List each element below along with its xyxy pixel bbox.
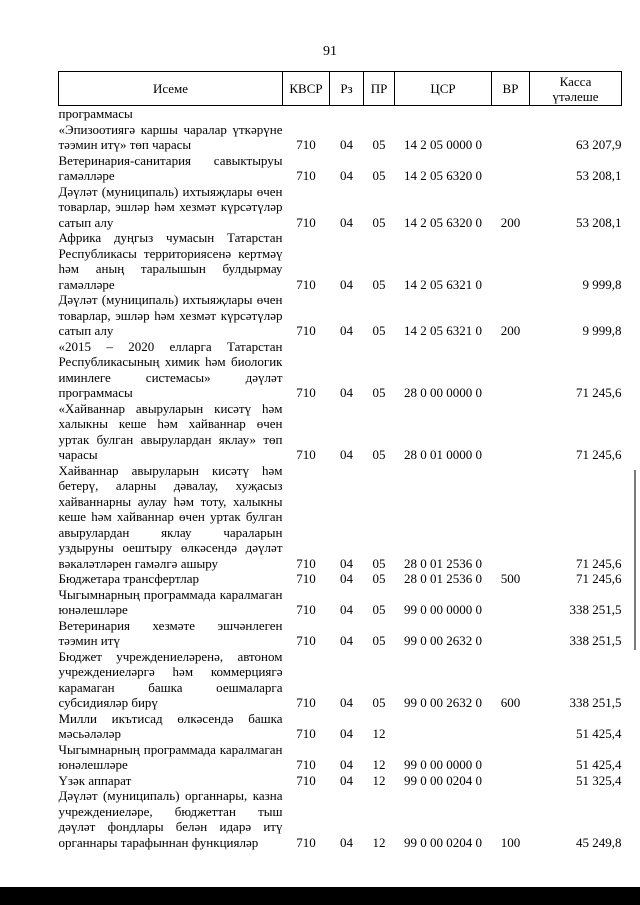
table-row — [59, 106, 622, 122]
cell-csr: 28 0 01 0000 0 — [404, 447, 482, 462]
cell-vr — [492, 401, 530, 463]
cell-vr — [492, 122, 530, 153]
cell-csr — [395, 711, 492, 742]
cell-pr: 05 — [372, 168, 386, 183]
cell-rz: 04 — [340, 834, 353, 850]
cell-name: Үзәк аппарат — [58, 772, 132, 788]
cell-vr: 500 — [500, 571, 521, 586]
cell-amount: 51 425,4 — [576, 757, 622, 772]
cell-name: программасы — [58, 106, 133, 121]
cell-amount: 63 207,9 — [576, 137, 622, 152]
cell-vr — [492, 339, 530, 401]
cell-name: Дәүләт (муниципаль) ихтыяҗлары өчен товарлар, эшләр һәм хезмәт күрсәтүләр сатып алу — [58, 292, 283, 338]
cell-csr: 14 2 05 6321 0 — [404, 323, 482, 338]
cell-vr — [492, 711, 530, 742]
cell-kvsr: 710 — [296, 695, 316, 710]
cell-csr: 99 0 00 0204 0 — [404, 772, 482, 788]
cell-csr: 28 0 01 2536 0 — [404, 555, 482, 571]
cell-csr: 28 0 01 2536 0 — [404, 571, 482, 586]
scan-edge — [634, 470, 636, 650]
header-name: Исеме — [59, 72, 283, 106]
header-row — [59, 72, 622, 106]
cell-vr — [492, 773, 530, 789]
table-row — [59, 153, 622, 184]
cell-pr: 05 — [372, 323, 386, 338]
table-row — [59, 649, 622, 711]
cell-pr: 05 — [372, 633, 386, 648]
table-row — [59, 230, 622, 292]
cell-amount: 51 425,4 — [576, 726, 622, 741]
table-row — [59, 587, 622, 618]
cell-kvsr: 710 — [296, 602, 316, 617]
cell-rz: 04 — [340, 633, 353, 648]
header-kassa: Касса үтәлеше — [530, 72, 622, 106]
cell-vr: 200 — [500, 214, 521, 230]
table-row — [59, 184, 622, 231]
cell-name: Чыгымнарның программада каралмаган юнәлешләре — [58, 741, 283, 772]
cell-name: Дәүләт (муниципаль) органнары, казна учреждениеләре, бюджеттан тыш дәүләт фондлары белән идарә итү органнары тарафыннан функцияләр — [58, 788, 283, 850]
table-row — [59, 788, 622, 850]
header-kvsr: КВСР — [283, 72, 330, 106]
cell-kvsr: 710 — [296, 555, 316, 571]
cell-amount: 53 208,1 — [576, 168, 622, 183]
header-csr: ЦСР — [395, 72, 492, 106]
cell-amount: 45 249,8 — [576, 834, 622, 850]
cell-name: Чыгымнарның программада каралмаган юнәлешләре — [58, 586, 283, 617]
cell-csr: 99 0 00 0204 0 — [404, 834, 482, 850]
cell-kvsr: 710 — [296, 772, 316, 788]
table-row — [59, 773, 622, 789]
cell-kvsr: 710 — [296, 323, 316, 338]
cell-pr: 12 — [372, 726, 386, 741]
cell-name: «Эпизоотиягә каршы чаралар үткәрүне тәэмин итү» төп чарасы — [58, 121, 283, 152]
cell-rz: 04 — [340, 695, 353, 710]
budget-table — [58, 71, 622, 850]
cell-name: Африка дуңгыз чумасын Татарстан Республикасы территориясенә кертмәү һәм аның таралышын булдырмау гамәлләре — [58, 230, 283, 292]
cell-rz: 04 — [340, 772, 353, 788]
cell-csr: 14 2 05 6321 0 — [404, 276, 482, 292]
cell-pr: 05 — [372, 571, 386, 586]
cell-amount: 9 999,8 — [582, 323, 622, 338]
cell-pr: 12 — [372, 772, 386, 788]
table-row — [59, 122, 622, 153]
header-vr: ВР — [492, 72, 530, 106]
cell-csr: 14 2 05 6320 0 — [404, 168, 482, 183]
cell-rz: 04 — [340, 602, 353, 617]
cell-kvsr: 710 — [296, 726, 316, 741]
table-row — [59, 463, 622, 572]
cell-pr: 05 — [372, 214, 386, 230]
cell-pr: 05 — [372, 447, 386, 462]
table-row — [59, 292, 622, 339]
cell-name: Хайваннар авыруларын кисәтү һәм бетерү, аларны дәвалау, хуҗасыз хайваннарны аулау һәм тоту, халыкны кеше һәм хайваннар өчен уртак булган авырулардан яклау чараларын уздыруны оештыру өлкәсендә дәүләт вәкаләтләрен гамәлгә ашыру — [58, 462, 283, 571]
cell-rz: 04 — [340, 214, 353, 230]
cell-name: Дәүләт (муниципаль) ихтыяҗлары өчен товарлар, эшләр һәм хезмәт күрсәтүләр сатып алу — [58, 183, 283, 230]
cell-amount: 338 251,5 — [569, 602, 622, 617]
cell-kvsr: 710 — [296, 137, 316, 152]
table-row — [59, 339, 622, 401]
cell-rz: 04 — [340, 726, 353, 741]
cell-vr — [492, 106, 530, 122]
cell-amount: 71 245,6 — [576, 571, 622, 586]
cell-name: Бюджет учреждениеләренә, автоном учреждениеләргә һәм коммерциягә карамаган башка оешмаларга субсидияләр бирү — [58, 648, 283, 710]
cell-csr: 99 0 00 2632 0 — [404, 633, 482, 648]
table-row — [59, 711, 622, 742]
cell-rz — [330, 106, 364, 122]
cell-vr — [492, 618, 530, 649]
cell-amount: 51 325,4 — [576, 772, 622, 788]
cell-csr: 28 0 00 0000 0 — [404, 385, 482, 400]
cell-vr — [492, 230, 530, 292]
cell-name: «2015 – 2020 елларга Татарстан Республикасының химик һәм биологик иминлеге системасы» дәүләт программасы — [58, 338, 283, 400]
header-pr: ПР — [364, 72, 395, 106]
cell-amount: 71 245,6 — [576, 447, 622, 462]
cell-kvsr: 710 — [296, 571, 316, 586]
cell-pr — [364, 106, 395, 122]
cell-csr: 99 0 00 0000 0 — [404, 757, 482, 772]
cell-pr: 05 — [372, 137, 386, 152]
cell-kvsr: 710 — [296, 633, 316, 648]
cell-kvsr: 710 — [296, 276, 316, 292]
cell-vr — [492, 587, 530, 618]
cell-pr: 12 — [372, 757, 386, 772]
cell-amount: 71 245,6 — [576, 385, 622, 400]
table-row — [59, 571, 622, 587]
scan-border — [0, 887, 640, 905]
cell-kvsr: 710 — [296, 385, 316, 400]
cell-name: «Хайваннар авыруларын кисәтү һәм халыкны кеше һәм хайваннар өчен уртак булган авырулардан яклау» төп чарасы — [58, 400, 283, 462]
cell-name: Милли икътисад өлкәсендә башка мәсьәләләр — [58, 710, 283, 741]
cell-csr — [395, 106, 492, 122]
cell-vr — [492, 463, 530, 572]
cell-name: Ветеринария хезмәте эшчәнлеген тәэмин итү — [58, 617, 283, 648]
table-row — [59, 401, 622, 463]
cell-name: Бюджетара трансфертлар — [58, 571, 199, 586]
cell-kvsr: 710 — [296, 168, 316, 183]
cell-name: Ветеринария-санитария савыктыруы гамәлләре — [58, 152, 283, 183]
cell-rz: 04 — [340, 137, 353, 152]
cell-rz: 04 — [340, 276, 353, 292]
cell-vr: 200 — [500, 323, 521, 338]
cell-rz: 04 — [340, 168, 353, 183]
cell-rz: 04 — [340, 323, 353, 338]
cell-amount: 338 251,5 — [569, 695, 622, 710]
cell-pr: 05 — [372, 555, 386, 571]
table-row — [59, 742, 622, 773]
cell-vr — [492, 742, 530, 773]
cell-csr: 14 2 05 0000 0 — [404, 137, 482, 152]
cell-rz: 04 — [340, 571, 353, 586]
cell-amount: 71 245,6 — [576, 555, 622, 571]
cell-kvsr: 710 — [296, 757, 316, 772]
cell-csr: 99 0 00 0000 0 — [404, 602, 482, 617]
cell-rz: 04 — [340, 757, 353, 772]
cell-amount — [530, 106, 622, 122]
cell-amount: 9 999,8 — [582, 276, 622, 292]
cell-pr: 05 — [372, 695, 386, 710]
cell-csr: 99 0 00 2632 0 — [404, 695, 482, 710]
cell-rz: 04 — [340, 555, 353, 571]
cell-amount: 53 208,1 — [576, 214, 622, 230]
header-rz: Рз — [330, 72, 364, 106]
cell-amount: 338 251,5 — [569, 633, 622, 648]
cell-vr: 100 — [500, 834, 521, 850]
cell-pr: 05 — [372, 276, 386, 292]
cell-kvsr: 710 — [296, 834, 316, 850]
page-number: 91 — [323, 44, 337, 59]
cell-kvsr: 710 — [296, 214, 316, 230]
cell-csr: 14 2 05 6320 0 — [404, 214, 482, 230]
cell-pr: 05 — [372, 602, 386, 617]
table-row — [59, 618, 622, 649]
cell-pr: 05 — [372, 385, 386, 400]
cell-vr: 600 — [500, 695, 521, 710]
cell-vr — [492, 153, 530, 184]
cell-pr: 12 — [372, 834, 386, 850]
cell-rz: 04 — [340, 447, 353, 462]
cell-kvsr: 710 — [296, 447, 316, 462]
cell-rz: 04 — [340, 385, 353, 400]
cell-kvsr — [283, 106, 330, 122]
